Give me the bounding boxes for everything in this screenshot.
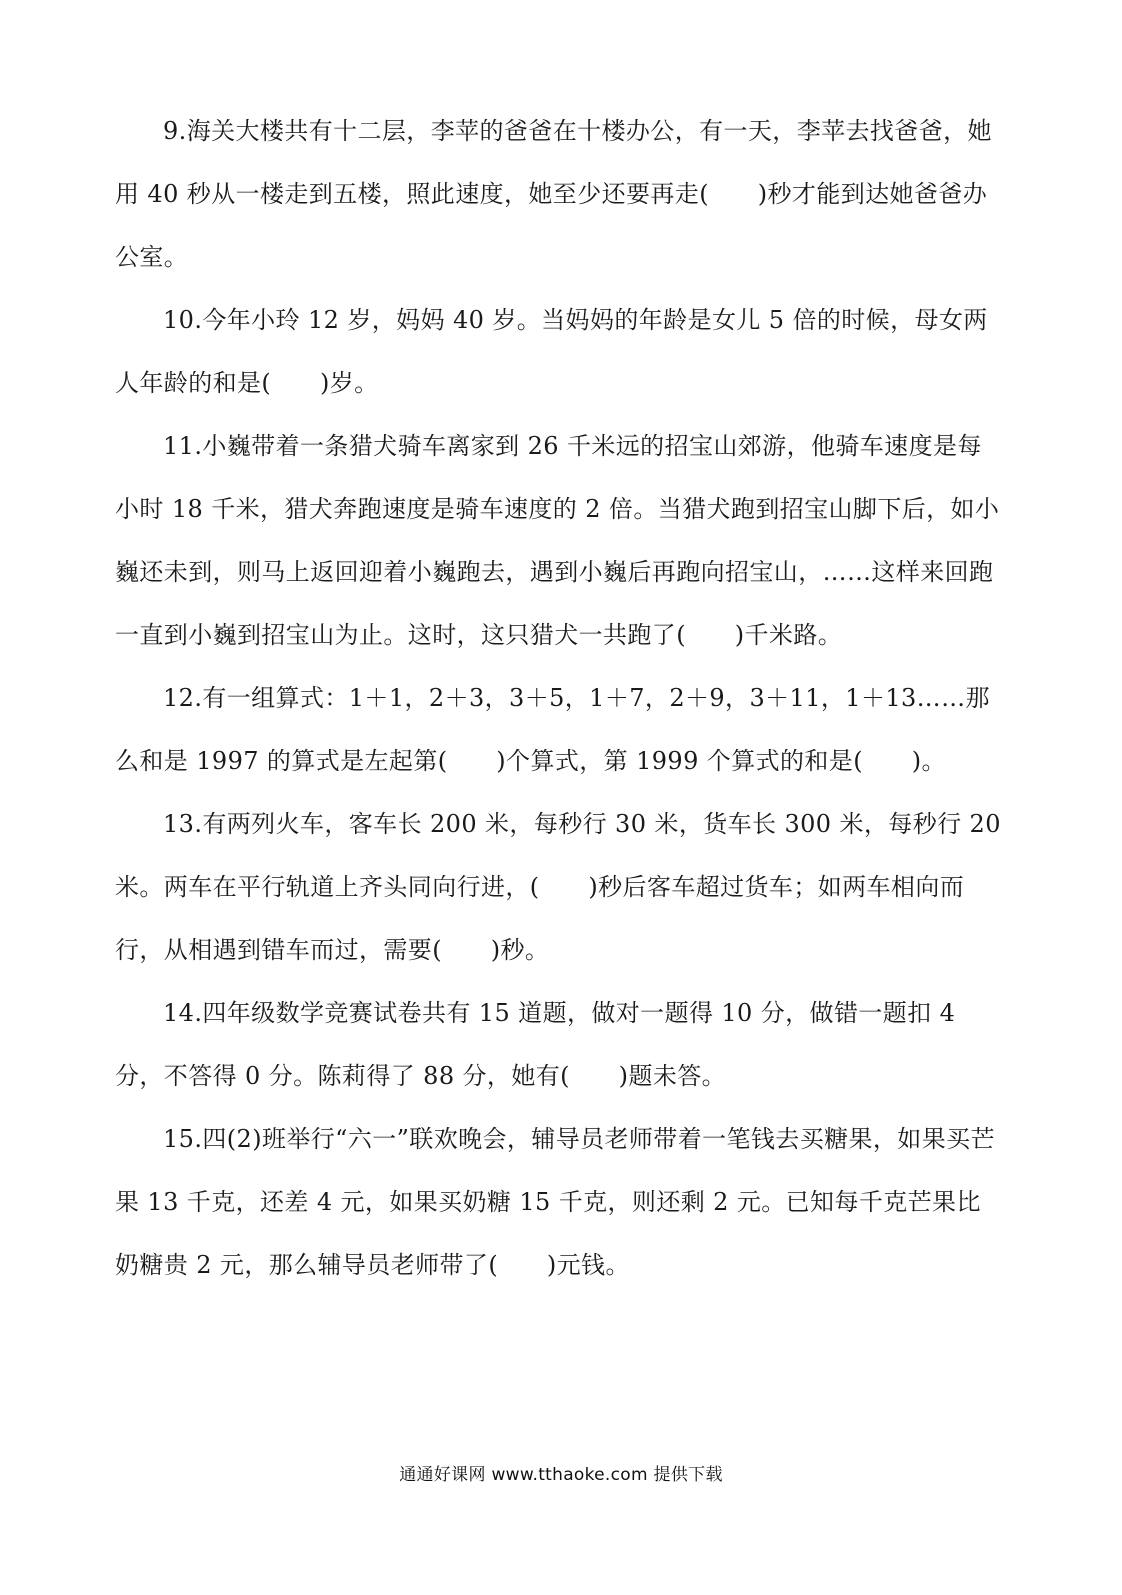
- question-15: 15.四(2)班举行“六一”联欢晚会，辅导员老师带着一笔钱去买糖果，如果买芒果 13 千克，还差 4 元，如果买奶糖 15 千克，则还剩 2 元。已知每千克芒果比奶糖贵 2 元，那么辅导员老师带了( )元钱。: [115, 1125, 995, 1279]
- question-13: 13.有两列火车，客车长 200 米，每秒行 30 米，货车长 300 米，每秒行 20 米。两车在平行轨道上齐头同向行进，( )秒后客车超过货车；如两车相向而行，从相遇到错车而过，需要( )秒。: [115, 810, 1001, 964]
- question-12: 12.有一组算式：1＋1，2＋3，3＋5，1＋7，2＋9，3＋11，1＋13……那么和是 1997 的算式是左起第( )个算式，第 1999 个算式的和是( )。: [115, 684, 990, 775]
- question-list: [115, 100, 1005, 1297]
- question-11: 11.小巍带着一条猎犬骑车离家到 26 千米远的招宝山郊游，他骑车速度是每小时 18 千米，猎犬奔跑速度是骑车速度的 2 倍。当猎犬跑到招宝山脚下后，如小巍还未到，则马上返回迎着小巍跑去，遇到小巍后再跑向招宝山，……这样来回跑一直到小巍到招宝山为止。这时，这只猎犬一共跑了( )千米路。: [115, 432, 1000, 649]
- page-footer: 通通好课网 www.tthaoke.com 提供下载: [399, 1465, 723, 1485]
- question-14: 14.四年级数学竞赛试卷共有 15 道题，做对一题得 10 分，做错一题扣 4 分，不答得 0 分。陈莉得了 88 分，她有( )题未答。: [115, 999, 956, 1090]
- question-10: 10.今年小玲 12 岁，妈妈 40 岁。当妈妈的年龄是女儿 5 倍的时候，母女两人年龄的和是( )岁。: [115, 306, 988, 397]
- question-9: 9.海关大楼共有十二层，李苹的爸爸在十楼办公，有一天，李苹去找爸爸，她用 40 秒从一楼走到五楼，照此速度，她至少还要再走( )秒才能到达她爸爸办公室。: [115, 117, 992, 271]
